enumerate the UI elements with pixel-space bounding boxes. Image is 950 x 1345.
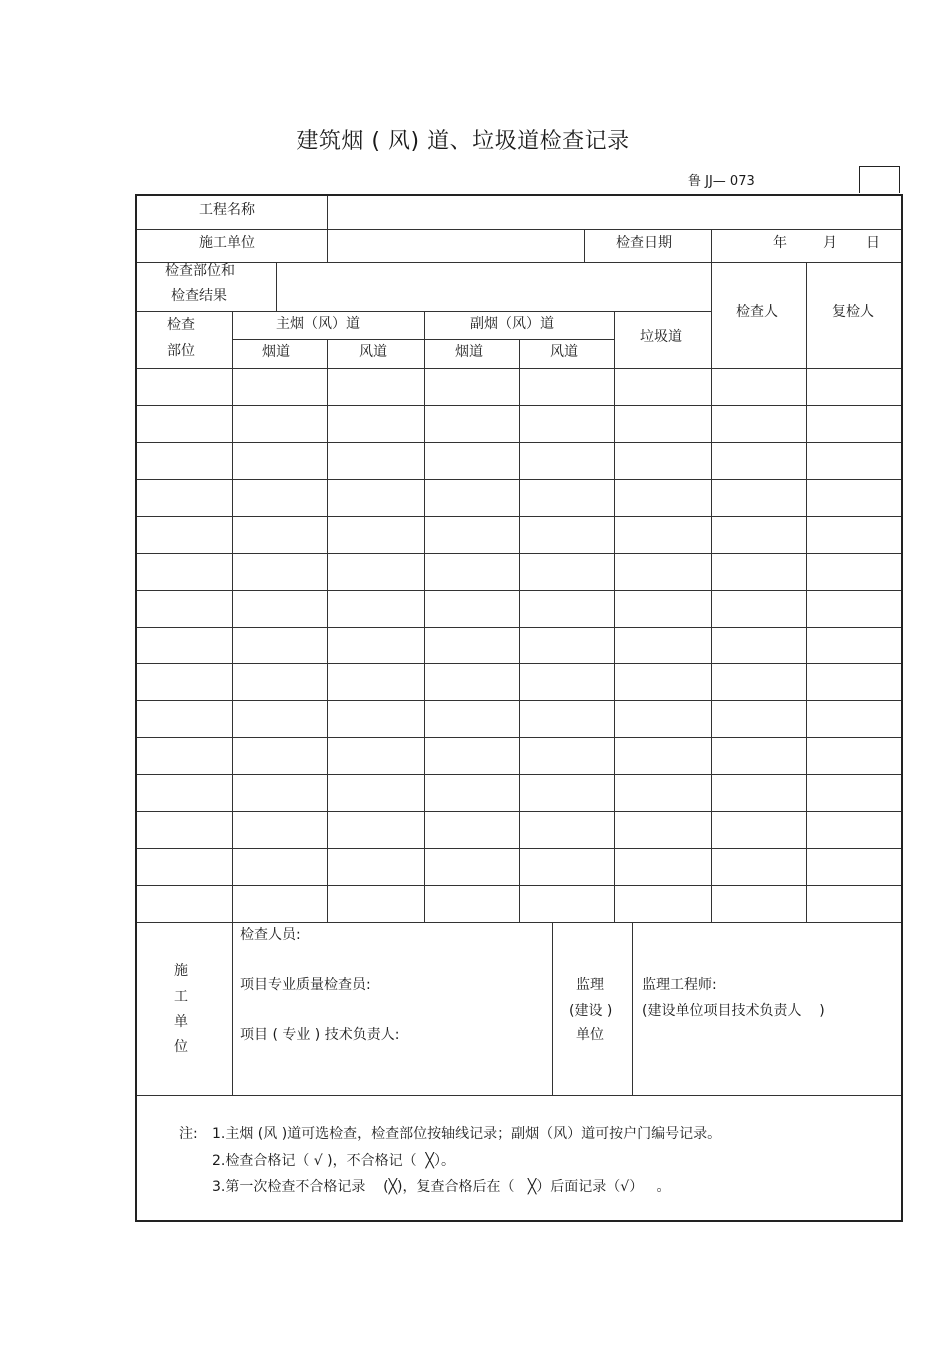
inspectors-label: 检查人员: xyxy=(240,927,301,943)
supervision-unit-line1: 监理 xyxy=(576,977,604,993)
part-result-label-line1: 检查部位和 xyxy=(165,263,235,279)
main-air-header: 风道 xyxy=(359,344,387,360)
document-title: 建筑烟 ( 风) 道、垃圾道检查记录 xyxy=(296,129,630,154)
supervision-unit-line2: (建设 ) xyxy=(569,1003,613,1019)
col-divider xyxy=(327,196,328,262)
supervisor-engineer-label: 监理工程师: xyxy=(642,977,717,993)
col-divider xyxy=(806,262,807,922)
note-line-2: 2.检查合格记（ √ )，不合格记（ ╳）。 xyxy=(212,1153,455,1169)
inspector-label: 检查人 xyxy=(736,304,778,320)
row-divider xyxy=(232,339,614,340)
date-day: 日 xyxy=(866,235,880,251)
col-divider xyxy=(584,229,585,262)
col-divider xyxy=(632,922,633,1095)
col-divider xyxy=(424,311,425,922)
part-label-line2: 部位 xyxy=(167,343,195,359)
garbage-chute-header: 垃圾道 xyxy=(640,329,682,345)
date-year: 年 xyxy=(773,235,787,251)
inspection-date-label: 检查日期 xyxy=(616,235,672,251)
sub-smoke-header: 烟道 xyxy=(455,344,483,360)
notes-label: 注: xyxy=(179,1126,198,1142)
col-divider xyxy=(327,339,328,922)
row-divider xyxy=(137,1095,901,1096)
col-divider xyxy=(711,229,712,922)
col-divider xyxy=(552,922,553,1095)
note-line-1: 1.主烟 (风 )道可选检查，检查部位按轴线记录；副烟（风）道可按户门编号记录。 xyxy=(212,1126,722,1142)
note-line-3: 3.第一次检查不合格记录 (╳)，复查合格后在（ ╳）后面记录（√） 。 xyxy=(212,1179,671,1195)
tech-lead-label: 项目 ( 专业 ) 技术负责人: xyxy=(240,1027,400,1043)
col-divider xyxy=(232,311,233,1095)
supervision-unit-line3: 单位 xyxy=(576,1027,604,1043)
sub-flue-header: 副烟（风）道 xyxy=(470,316,554,332)
unit-char: 位 xyxy=(174,1039,188,1055)
col-divider xyxy=(276,262,277,311)
supervisor-note: (建设单位项目技术负责人 ) xyxy=(642,1003,825,1019)
sub-air-header: 风道 xyxy=(550,344,578,360)
part-result-label-line2: 检查结果 xyxy=(171,288,227,304)
project-name-label: 工程名称 xyxy=(199,202,255,218)
row-divider xyxy=(137,262,901,263)
unit-char: 施 xyxy=(174,963,188,979)
reviewer-label: 复检人 xyxy=(832,304,874,320)
quality-inspector-label: 项目专业质量检查员: xyxy=(240,977,371,993)
unit-char: 工 xyxy=(174,989,188,1005)
main-flue-header: 主烟（风）道 xyxy=(276,316,360,332)
col-divider xyxy=(614,311,615,922)
construction-unit-label: 施工单位 xyxy=(199,235,255,251)
form-code: 鲁 JJ— 073 xyxy=(688,174,755,189)
date-month: 月 xyxy=(823,235,837,251)
row-divider xyxy=(137,922,901,923)
page-number-box xyxy=(859,166,900,193)
part-label-line1: 检查 xyxy=(167,317,195,333)
main-smoke-header: 烟道 xyxy=(262,344,290,360)
row-divider xyxy=(137,229,901,230)
col-divider xyxy=(519,339,520,922)
unit-char: 单 xyxy=(174,1014,188,1030)
inspection-form-table xyxy=(135,194,903,1222)
